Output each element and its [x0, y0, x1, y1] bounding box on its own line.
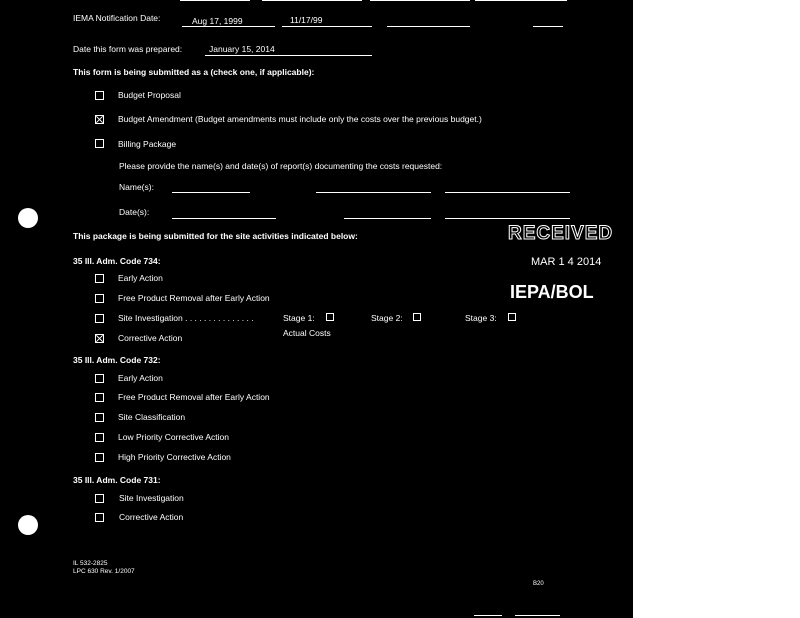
received-stamp-agency: IEPA/BOL [510, 282, 594, 302]
budget-proposal-label: Budget Proposal [118, 90, 181, 100]
732-high-priority-label: High Priority Corrective Action [118, 452, 231, 462]
budget-proposal-checkbox[interactable] [95, 91, 104, 100]
top-line [370, 0, 470, 1]
bottom-line [515, 615, 560, 616]
732-early-action-checkbox[interactable] [95, 374, 104, 383]
punch-hole [18, 208, 38, 228]
budget-amendment-checkbox[interactable] [95, 115, 104, 124]
iema-date-2-line [282, 26, 372, 27]
732-free-product-checkbox[interactable] [95, 393, 104, 402]
punch-hole [18, 515, 38, 535]
prepared-date-line [205, 55, 372, 56]
734-site-investigation-label: Site Investigation . . . . . . . . . . . . . . . [118, 313, 254, 323]
code-732-heading: 35 Ill. Adm. Code 732: [73, 355, 161, 365]
732-low-priority-checkbox[interactable] [95, 433, 104, 442]
dates-label: Date(s): [119, 207, 150, 217]
top-line [180, 0, 250, 1]
stage-3-checkbox[interactable] [508, 313, 516, 321]
name-line-3[interactable] [445, 192, 570, 193]
footer-page-code: B20 [533, 581, 544, 587]
bottom-line [474, 615, 502, 616]
iema-notification-label: IEMA Notification Date: [73, 13, 161, 23]
731-site-investigation-label: Site Investigation [119, 493, 184, 503]
activities-title: This package is being submitted for the site activities indicated below: [73, 231, 358, 241]
date-line-3[interactable] [445, 218, 570, 219]
731-corrective-action-label: Corrective Action [119, 512, 184, 522]
734-early-action-label: Early Action [118, 273, 163, 283]
footer-revision: LPC 630 Rev. 1/2007 [73, 568, 135, 575]
stage-3-label: Stage 3: [465, 313, 497, 323]
stage-2-checkbox[interactable] [413, 313, 421, 321]
732-site-classification-checkbox[interactable] [95, 413, 104, 422]
732-site-classification-label: Site Classification [118, 412, 186, 422]
iema-date-2: 11/17/99 [290, 15, 323, 25]
734-corrective-action-label: Corrective Action [118, 333, 183, 343]
names-label: Name(s): [119, 182, 154, 192]
name-line-2[interactable] [316, 192, 431, 193]
iema-date-3-line [387, 26, 470, 27]
732-low-priority-label: Low Priority Corrective Action [118, 432, 230, 442]
billing-package-checkbox[interactable] [95, 139, 104, 148]
734-early-action-checkbox[interactable] [95, 274, 104, 283]
prepared-date: January 15, 2014 [209, 44, 275, 54]
iema-date-1-line [182, 26, 275, 27]
received-stamp: RECEIVED [508, 223, 614, 244]
top-line [475, 0, 567, 1]
prepared-label: Date this form was prepared: [73, 44, 183, 54]
iema-date-1: Aug 17, 1999 [192, 16, 243, 26]
stage-2-label: Stage 2: [371, 313, 403, 323]
734-free-product-checkbox[interactable] [95, 294, 104, 303]
submission-title: This form is being submitted as a (check one, if applicable): [73, 67, 315, 77]
name-line-1[interactable] [172, 192, 250, 193]
731-corrective-action-checkbox[interactable] [95, 513, 104, 522]
732-high-priority-checkbox[interactable] [95, 453, 104, 462]
code-731-heading: 35 Ill. Adm. Code 731: [73, 475, 161, 485]
iema-date-4-line [533, 26, 563, 27]
stage-1-checkbox[interactable] [326, 313, 334, 321]
734-corrective-action-checkbox[interactable] [95, 334, 104, 343]
734-free-product-label: Free Product Removal after Early Action [118, 293, 270, 303]
code-734-heading: 35 Ill. Adm. Code 734: [73, 256, 161, 266]
732-early-action-label: Early Action [118, 373, 163, 383]
date-line-2[interactable] [344, 218, 431, 219]
731-site-investigation-checkbox[interactable] [95, 494, 104, 503]
provide-reports-text: Please provide the name(s) and date(s) of report(s) documenting the costs requested: [119, 161, 443, 171]
date-line-1[interactable] [172, 218, 276, 219]
billing-package-label: Billing Package [118, 139, 177, 149]
top-line [262, 0, 362, 1]
stage-1-label: Stage 1: [283, 313, 315, 323]
received-stamp-date: MAR 1 4 2014 [531, 256, 602, 268]
actual-costs-label: Actual Costs [283, 328, 331, 338]
budget-amendment-label: Budget Amendment (Budget amendments must include only the costs over the previous budget.) [118, 114, 482, 124]
732-free-product-label: Free Product Removal after Early Action [118, 392, 270, 402]
734-site-investigation-checkbox[interactable] [95, 314, 104, 323]
footer-form-number: IL 532-2825 [73, 560, 108, 567]
